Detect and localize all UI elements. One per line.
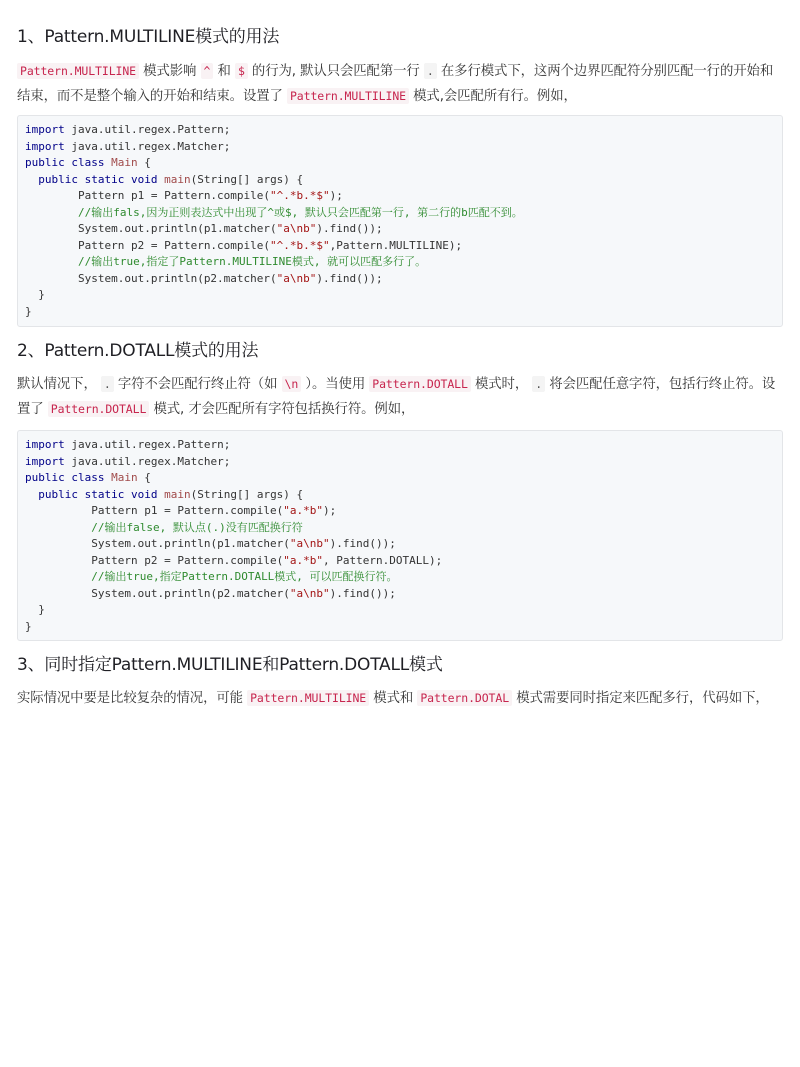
section-2-paragraph	[17, 372, 783, 422]
section-1-paragraph	[17, 59, 783, 109]
code-line: Pattern p2 = Pattern.compile("a.*b", Pattern.DOTALL);	[91, 553, 443, 567]
section-3-heading: 3、同时指定Pattern.MULTILINE和Pattern.DOTALL模式	[17, 655, 443, 675]
code-comment: //输出true,指定了Pattern.MULTILINE模式, 就可以匹配多行了。	[77, 255, 427, 268]
code-line: System.out.println(p1.matcher("a\nb").find());	[91, 537, 396, 550]
inline-code: Pattern.DOTALL	[369, 376, 471, 392]
inline-code: Pattern.DOTAL	[417, 690, 512, 706]
text: 字符不会匹配行终止符（如	[113, 377, 282, 392]
code-comment: //输出false, 默认点(.)没有匹配换行符	[91, 520, 303, 534]
code-line: }	[25, 304, 32, 318]
inline-code: Pattern.MULTILINE	[287, 88, 409, 104]
code-line: public class Main {	[25, 156, 151, 169]
inline-code: Pattern.DOTALL	[48, 401, 150, 417]
code-line: System.out.println(p2.matcher("a\nb").find());	[77, 271, 383, 285]
code-line: }	[25, 619, 32, 633]
code-line: public static void main(String[] args) {	[38, 172, 304, 186]
code-line: public class Main {	[25, 471, 151, 484]
text: 在多行模式下，这两个边界匹配符分别匹配一行的开始和结束，而不是整个输入的开始和结束。设置了	[17, 64, 774, 104]
code-line: import java.util.regex.Matcher;	[25, 454, 231, 468]
code-line: Pattern p1 = Pattern.compile("^.*b.*$");	[77, 189, 343, 202]
section-1-heading: 1、Pattern.MULTILINE模式的用法	[17, 27, 280, 47]
section-3-paragraph	[17, 686, 783, 711]
code-line: Pattern p1 = Pattern.compile("a.*b");	[91, 504, 337, 517]
section-2-heading: 2、Pattern.DOTALL模式的用法	[17, 341, 259, 361]
text: 默认情况下，	[17, 377, 101, 392]
code-line: import java.util.regex.Matcher;	[25, 139, 231, 153]
code-line: }	[38, 603, 45, 616]
code-line: System.out.println(p1.matcher("a\nb").find());	[77, 222, 383, 235]
text: 和	[213, 64, 235, 79]
code-line: import java.util.regex.Pattern;	[25, 438, 231, 451]
text: 实际情况中要是比较复杂的情况，可能	[17, 691, 248, 706]
text: 模式时，	[470, 377, 533, 392]
code-block-2[interactable]	[17, 430, 783, 641]
text: 将会匹配任意字符，包括行终止符。设置了	[17, 377, 776, 417]
code-comment: //输出fals,因为正则表达式中出现了^或$, 默认只会匹配第一行, 第二行的b匹配不到。	[77, 205, 523, 219]
inline-code: .	[101, 376, 114, 392]
code-block-1[interactable]	[17, 115, 783, 327]
code-line: public static void main(String[] args) {	[38, 487, 304, 501]
inline-code: .	[424, 63, 437, 79]
text: 的行为, 默认只会匹配第一行	[247, 64, 424, 79]
text: 模式, 才会匹配所有字符包括换行符。例如，	[149, 402, 415, 417]
text: 模式,会匹配所有行。例如，	[408, 89, 577, 104]
inline-code: \n	[282, 376, 302, 392]
text: 模式影响	[139, 64, 201, 79]
code-line: import java.util.regex.Pattern;	[25, 123, 231, 136]
inline-code: Pattern.MULTILINE	[247, 690, 369, 706]
code-line: Pattern p2 = Pattern.compile("^.*b.*$",Pattern.MULTILINE);	[77, 238, 463, 252]
code-comment: //输出true,指定Pattern.DOTALL模式, 可以匹配换行符。	[91, 570, 398, 583]
inline-code: .	[532, 376, 545, 392]
code-line: }	[38, 288, 45, 301]
code-line: System.out.println(p2.matcher("a\nb").find());	[91, 586, 396, 600]
inline-code: $	[235, 63, 248, 79]
text: 模式需要同时指定来匹配多行，代码如下，	[512, 691, 769, 706]
text: 模式和	[369, 691, 418, 706]
inline-code: Pattern.MULTILINE	[17, 63, 139, 79]
text: ）。当使用	[301, 377, 370, 392]
inline-code: ^	[201, 63, 214, 79]
